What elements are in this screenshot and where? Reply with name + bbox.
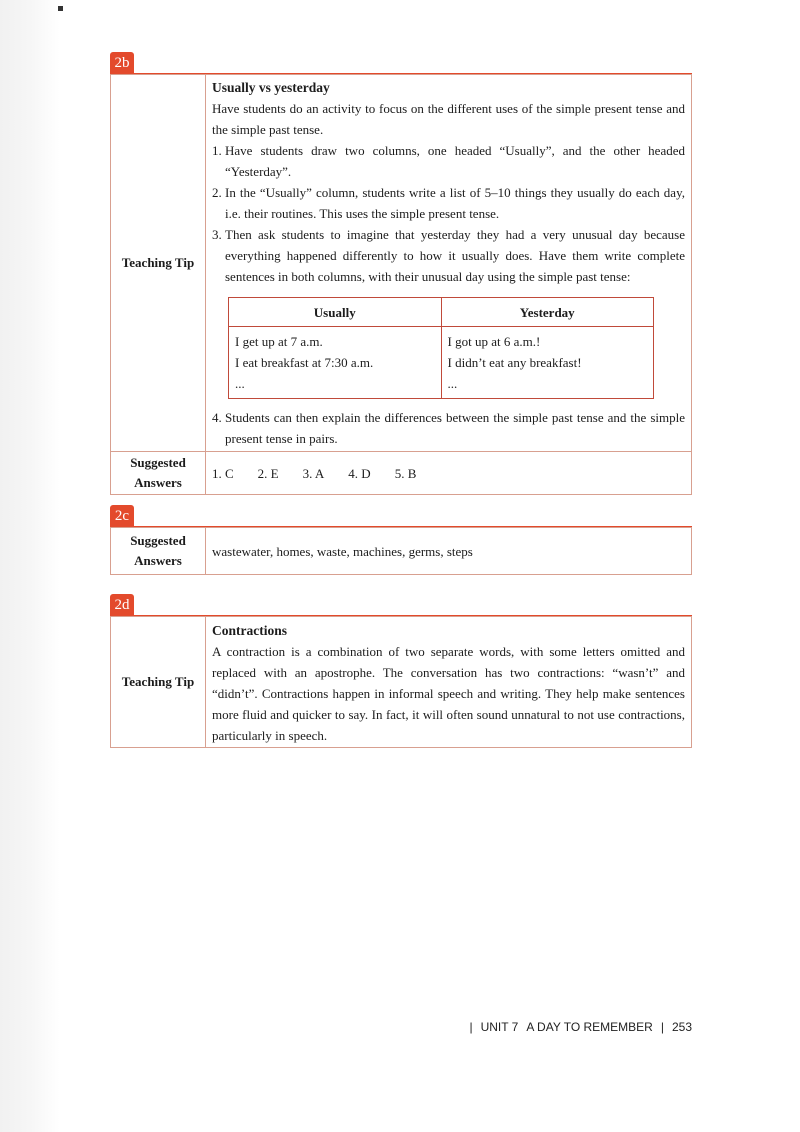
yesterday-line: I got up at 6 a.m.! — [447, 334, 541, 349]
answer-item: 1. C — [212, 465, 234, 481]
page-number: 253 — [671, 1020, 692, 1034]
yesterday-line: I didn’t eat any breakfast! — [447, 355, 582, 370]
footer-unit: UNIT 7 — [480, 1020, 519, 1034]
usually-line: ... — [235, 376, 245, 391]
answer-item: 4. D — [348, 465, 371, 481]
tip-step-1: 1. Have students draw two columns, one headed “Usually”, and the other headed “Yesterday”. — [212, 143, 685, 179]
usually-line: I get up at 7 a.m. — [235, 334, 323, 349]
tip-intro: Have students do an activity to focus on the different uses of the simple present tense and the simple past tense. — [212, 101, 685, 137]
teaching-tip-content — [206, 617, 692, 748]
usually-line: I eat breakfast at 7:30 a.m. — [235, 355, 374, 370]
tip-step-3: 3. Then ask students to imagine that yesterday they had a very unusual day because everything happened differently to how it usually does. Have them write complete sentences in both columns, with their unusual day using the simple past tense: — [212, 227, 685, 284]
answers-row — [111, 452, 692, 495]
teaching-tip-label: Teaching Tip — [111, 617, 206, 748]
footer-title: A DAY TO REMEMBER — [526, 1020, 653, 1034]
answer-item: 2. E — [257, 465, 279, 481]
suggested-answers-label: Suggested Answers — [111, 528, 206, 575]
yesterday-cell — [441, 327, 654, 399]
answer-item: 5. B — [394, 465, 417, 481]
page-footer — [469, 1020, 692, 1034]
teaching-tip-label: Teaching Tip — [111, 75, 206, 452]
header-yesterday: Yesterday — [441, 298, 654, 327]
teaching-tip-row — [111, 75, 692, 452]
answer-item: 3. A — [302, 465, 325, 481]
section-tab-2c: 2c — [110, 505, 134, 527]
tip-title: Usually vs yesterday — [212, 80, 330, 95]
tip-step-4: 4. Students can then explain the differences between the simple past tense and the simple present tense in pairs. — [212, 410, 685, 446]
section-2b-table — [110, 74, 692, 495]
answers-2c-text: wastewater, homes, waste, machines, germs, steps — [206, 528, 692, 575]
teaching-tip-content — [206, 75, 692, 452]
yesterday-line: ... — [447, 376, 458, 391]
answers-content — [206, 452, 692, 495]
section-tab-2b: 2b — [110, 52, 134, 74]
suggested-answers-label: Suggested Answers — [111, 452, 206, 495]
section-tab-2d: 2d — [110, 594, 134, 616]
footer-separator: | — [660, 1020, 664, 1034]
section-2d-table — [110, 616, 692, 748]
corner-mark — [58, 6, 63, 11]
page-binding-shadow — [0, 0, 60, 1132]
usually-cell — [229, 327, 442, 399]
answers-list — [212, 463, 685, 484]
section-2c-table — [110, 527, 692, 575]
footer-separator: | — [469, 1020, 473, 1034]
usually-yesterday-table — [228, 297, 654, 399]
header-usually: Usually — [229, 298, 442, 327]
tip-step-2: 2. In the “Usually” column, students write a list of 5–10 things they usually do each day, i.e. their routines. This uses the simple present tense. — [212, 185, 685, 221]
tip-title: Contractions — [212, 623, 287, 638]
tip-text: A contraction is a combination of two separate words, with some letters omitted and replaced with an apostrophe. The conversation has two contractions: “wasn’t” and “didn’t”. Contractions happen in informal speech and writing. They help make sentences more fluid and quicker to say. In fact, it will often sound unnatural to not use contractions, particularly in speech. — [212, 644, 685, 743]
